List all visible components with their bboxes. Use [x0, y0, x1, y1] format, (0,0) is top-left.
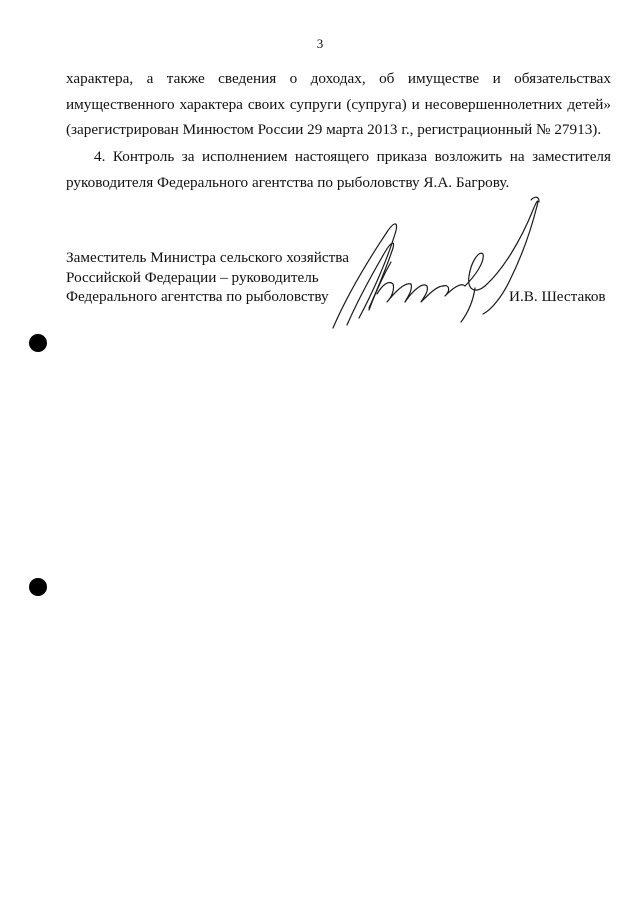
item-4-line-1: 4. Контроль за исполнением настоящего приказа возложить на заместителя: [94, 148, 611, 165]
binder-hole-top: [29, 334, 47, 352]
continuation-line-3: (зарегистрирован Минюстом России 29 марта 2013 г., регистрационный № 27913).: [66, 121, 602, 138]
signatory-title-line-2: Российской Федерации – руководитель: [66, 268, 319, 286]
page-number: 3: [316, 36, 324, 51]
signer-name: И.В. Шестаков: [509, 288, 606, 305]
continuation-line-1: характера, а также сведения о доходах, об имуществе и обязательствах: [66, 70, 611, 87]
item-4-paragraph: [66, 144, 611, 195]
binder-hole-bottom: [29, 578, 47, 596]
handwritten-signature: [325, 190, 555, 340]
signatory-title-line-1: Заместитель Министра сельского хозяйства: [66, 249, 350, 266]
item-4-line-2: руководителя Федерального агентства по рыболовству Я.А. Багрову.: [66, 173, 510, 191]
continuation-paragraph: [66, 66, 611, 143]
signatory-title-line-3: Федерального агентства по рыболовству: [66, 288, 329, 305]
signatory-title: [66, 248, 349, 307]
continuation-line-2: имущественного характера своих супруги (супруга) и несовершеннолетних детей»: [66, 95, 611, 113]
